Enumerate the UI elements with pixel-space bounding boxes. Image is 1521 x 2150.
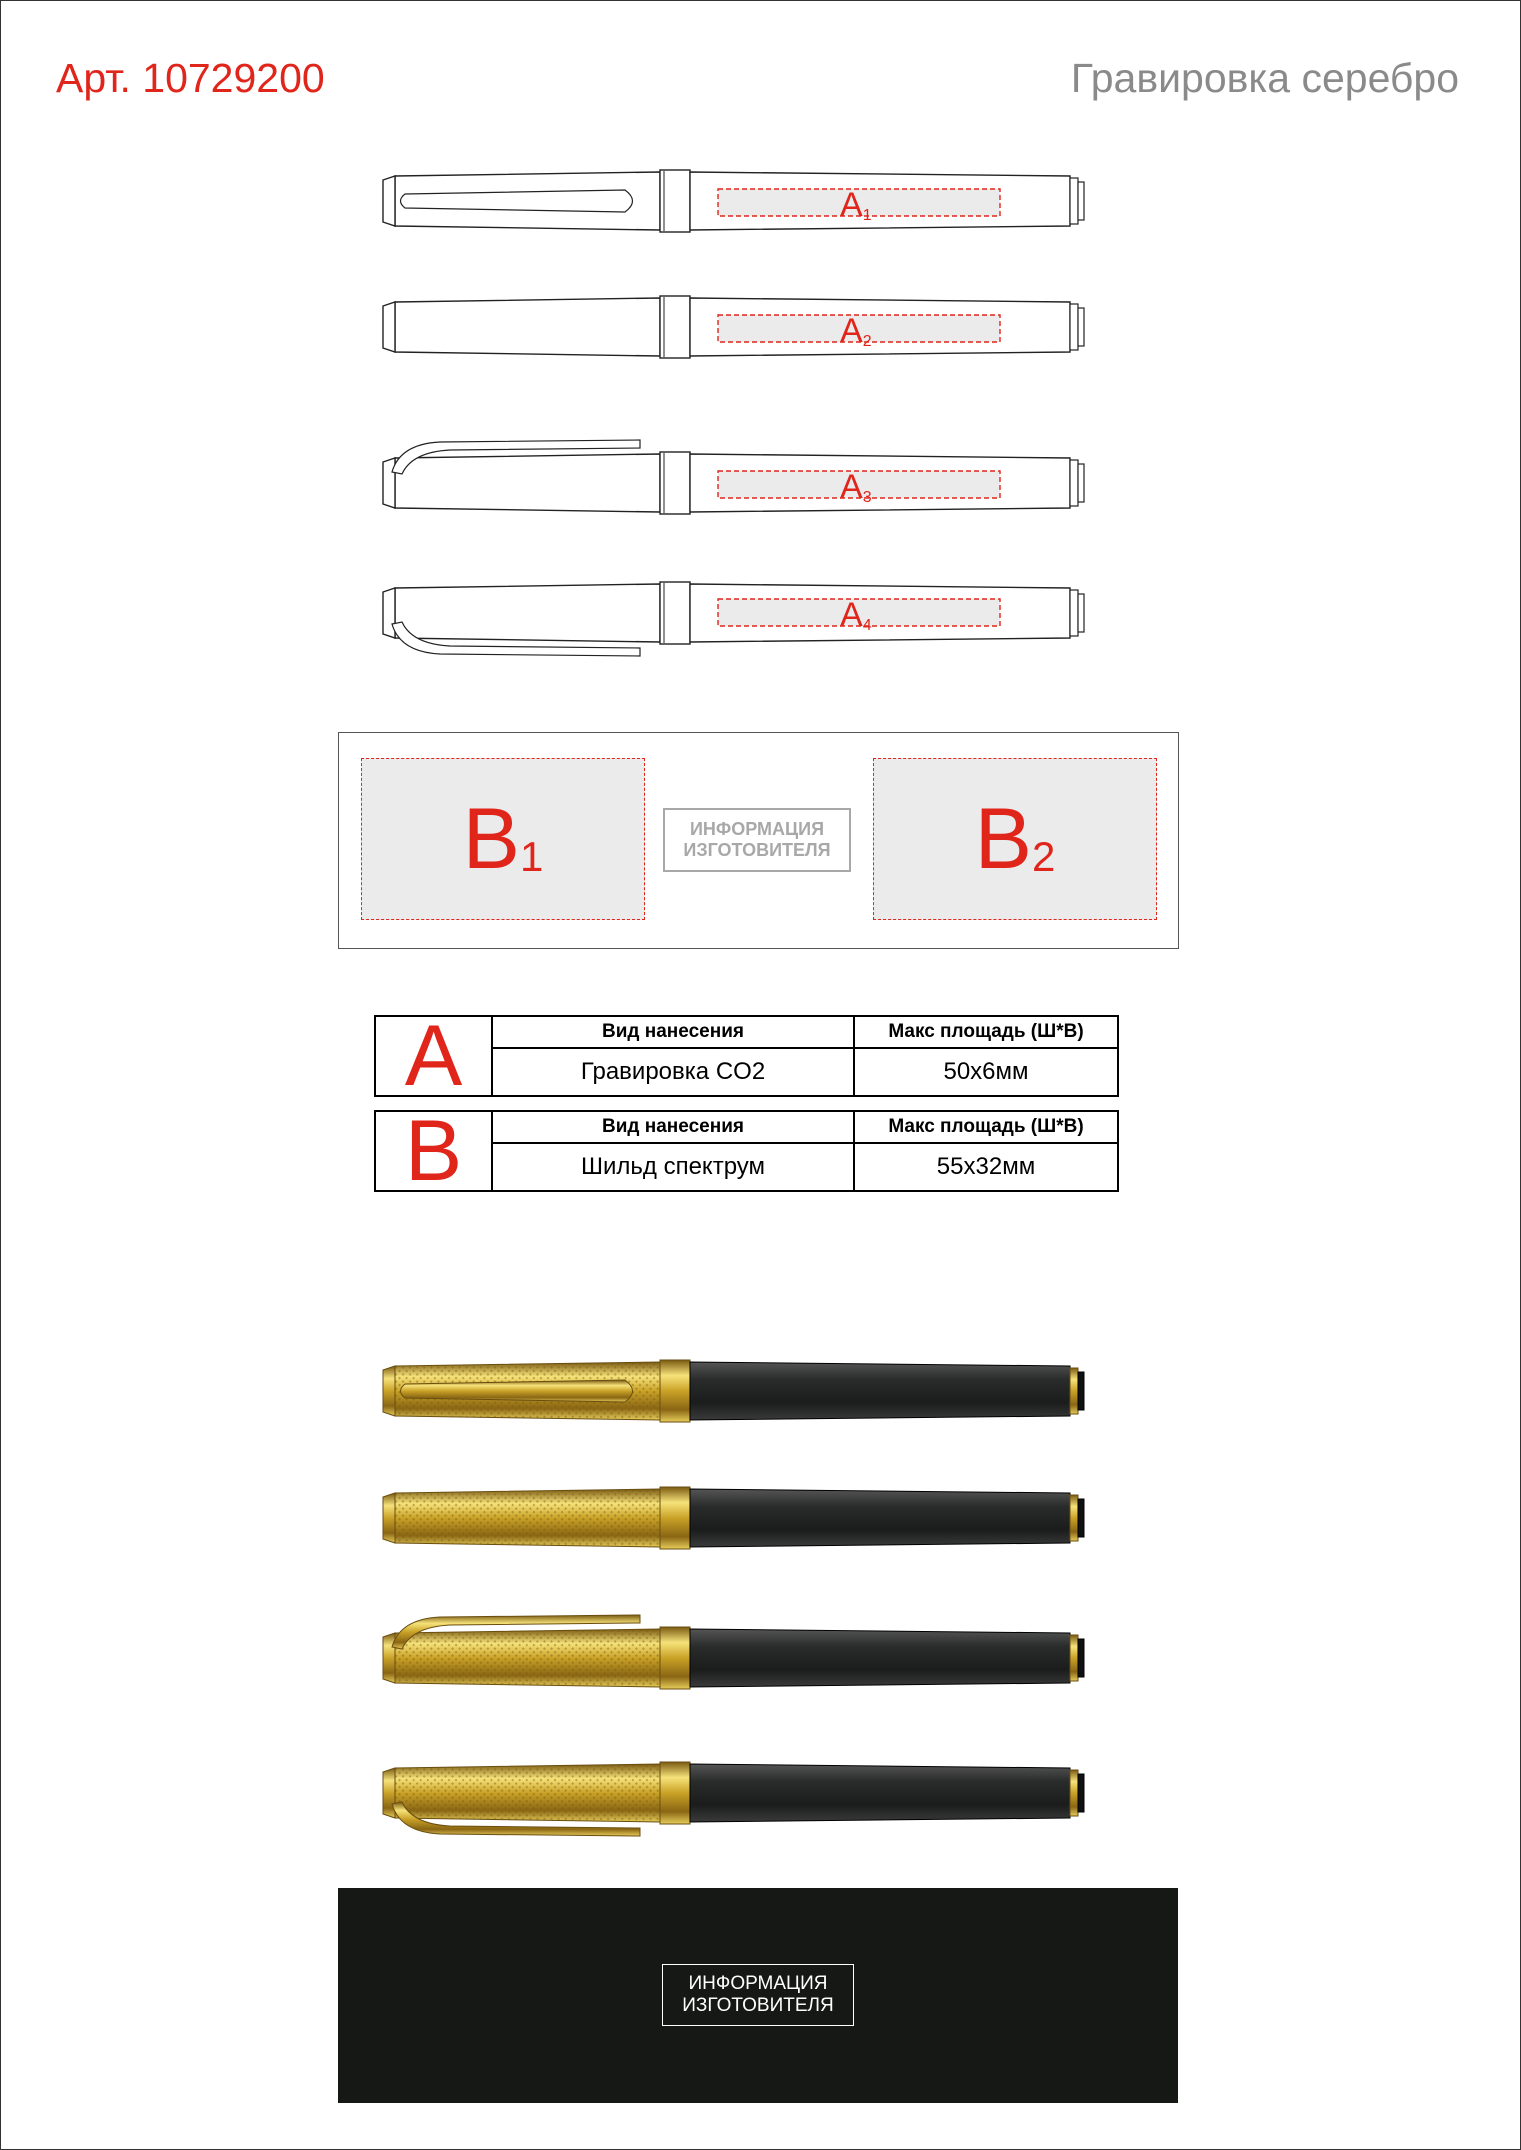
zone-label-a1: $A_1$ <box>840 186 872 224</box>
info-line-2: ИЗГОТОВИТЕЛЯ <box>683 840 831 860</box>
box-outline <box>338 732 1179 949</box>
spec-header-area: Макс площадь (Ш*В) <box>854 1111 1118 1143</box>
zone-b2 <box>873 758 1157 920</box>
application-method-title: Гравировка серебро <box>1070 55 1459 101</box>
spec-header-method: Вид нанесения <box>492 1016 854 1048</box>
spec-method-value: Шильд спектрум <box>492 1143 854 1191</box>
spec-letter-a: A <box>375 1016 492 1096</box>
zone-label-a3: $A_3$ <box>840 468 872 506</box>
spec-table-b <box>374 1103 1119 1199</box>
zone-label-a2: $A_2$ <box>840 312 872 350</box>
spec-area-value: 50х6мм <box>854 1048 1118 1096</box>
zone-b1-sub: 1 <box>520 833 544 880</box>
spec-header-area: Макс площадь (Ш*В) <box>854 1016 1118 1048</box>
info-line-1: ИНФОРМАЦИЯ <box>689 819 825 839</box>
manufacturer-info-plate-dark <box>662 1964 854 2026</box>
spec-letter-b: B <box>375 1111 492 1191</box>
spec-method-value: Гравировка CO2 <box>492 1048 854 1096</box>
info-line-1: ИНФОРМАЦИЯ <box>688 1973 828 1994</box>
zone-b1-letter: B <box>462 791 520 887</box>
spec-area-value: 55х32мм <box>854 1143 1118 1191</box>
zone-label-a4: $A_4$ <box>840 596 872 634</box>
info-line-2: ИЗГОТОВИТЕЛЯ <box>682 1995 834 2016</box>
spec-table-a <box>374 1008 1119 1104</box>
article-number: Арт. 10729200 <box>56 55 325 101</box>
zone-b2-letter: B <box>974 791 1032 887</box>
zone-b2-sub: 2 <box>1032 833 1056 880</box>
manufacturer-info-plate <box>663 808 851 872</box>
spec-header-method: Вид нанесения <box>492 1111 854 1143</box>
zone-b1 <box>361 758 645 920</box>
